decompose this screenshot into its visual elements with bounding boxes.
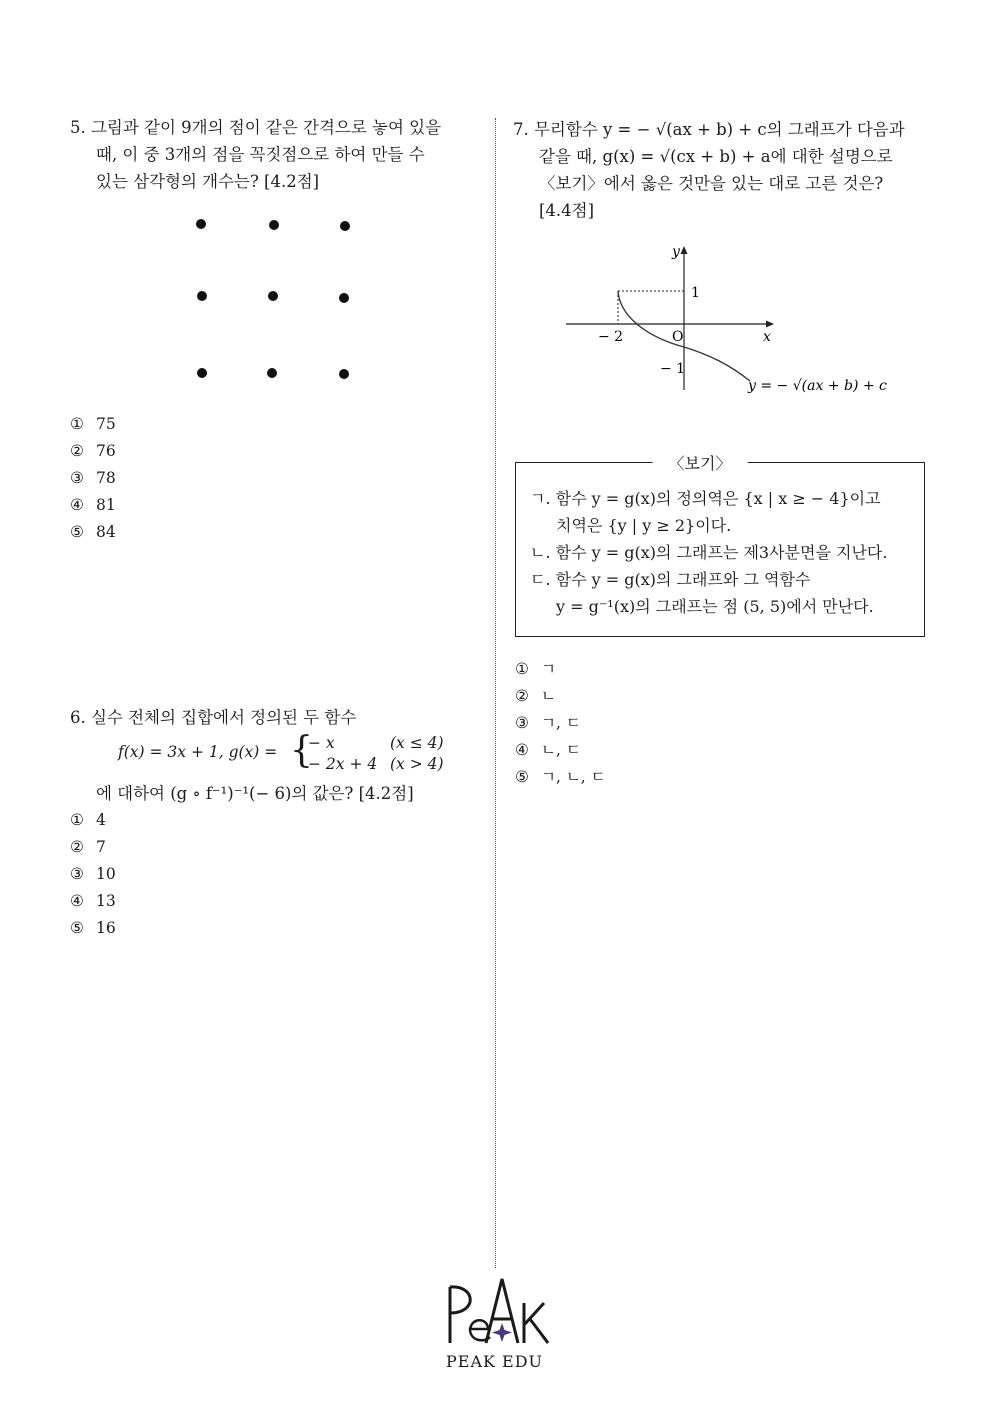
bogi-line: ㄴ. 함수 y = g(x)의 그래프는 제3사분면을 지난다. — [530, 543, 888, 562]
question-5-line-3: 있는 삼각형의 개수는? [4.2점] — [96, 172, 320, 191]
radical-function-graph — [560, 240, 890, 400]
star-icon — [492, 1323, 512, 1342]
question-7-line-3: 〈보기〉에서 옳은 것만을 있는 대로 고른 것은? — [539, 174, 884, 193]
question-6-tail — [70, 780, 414, 807]
grid-dot — [339, 369, 349, 379]
bogi-statements — [530, 485, 887, 620]
bogi-line: 치역은 {y | y ≥ 2}이다. — [556, 516, 732, 535]
choice-2[interactable]: ② 76 — [70, 442, 116, 460]
peak-edu-label: PEAK EDU — [446, 1352, 544, 1371]
case-2-expression: − 2x + 4 — [308, 755, 378, 773]
choice-3[interactable]: ③ 10 — [70, 865, 116, 883]
question-7-line-2: 같을 때, g(x) = √(cx + b) + a에 대한 설명으로 — [539, 147, 893, 166]
choice-4[interactable]: ④ ㄴ, ㄷ — [515, 741, 581, 759]
bogi-line: ㄱ. 함수 y = g(x)의 정의역은 {x | x ≥ − 4}이고 — [530, 489, 881, 508]
choice-1[interactable]: ① 75 — [70, 415, 116, 433]
grid-dot — [269, 220, 279, 230]
choice-5[interactable]: ⑤ ㄱ, ㄴ, ㄷ — [515, 768, 606, 786]
nine-dot-grid — [185, 210, 365, 390]
choice-4[interactable]: ④ 13 — [70, 892, 116, 910]
origin-label: O — [672, 329, 684, 345]
question-5 — [70, 114, 441, 195]
choice-3[interactable]: ③ ㄱ, ㄷ — [515, 714, 581, 732]
question-5-choices — [70, 411, 116, 546]
question-7 — [513, 116, 905, 224]
choice-3[interactable]: ③ 78 — [70, 469, 116, 487]
grid-dot — [197, 368, 207, 378]
choice-5[interactable]: ⑤ 16 — [70, 919, 116, 937]
bogi-line: y = g⁻¹(x)의 그래프는 점 (5, 5)에서 만난다. — [556, 597, 874, 616]
function-definitions: f(x) = 3x + 1, g(x) = — [118, 743, 278, 761]
case-1-condition: (x ≤ 4) — [390, 734, 444, 752]
y-axis-arrow — [681, 246, 688, 254]
choice-1[interactable]: ① 4 — [70, 811, 106, 829]
piecewise-brace: { — [290, 730, 313, 771]
choice-2[interactable]: ② 7 — [70, 838, 106, 856]
grid-dot — [268, 291, 278, 301]
grid-dot — [197, 291, 207, 301]
grid-dot — [267, 368, 277, 378]
x-axis-label: x — [763, 329, 771, 345]
y-axis-label: y — [672, 244, 680, 260]
x-axis-arrow — [766, 321, 774, 328]
bogi-title: 〈보기〉 — [653, 451, 748, 474]
choice-2[interactable]: ② ㄴ — [515, 687, 556, 705]
question-5-line-1: 5. 그림과 같이 9개의 점이 같은 간격으로 놓여 있을 — [70, 118, 442, 137]
question-7-choices — [515, 656, 606, 791]
question-6-choices — [70, 807, 116, 942]
choice-4[interactable]: ④ 81 — [70, 496, 116, 514]
case-2-condition: (x > 4) — [390, 755, 444, 773]
question-6-formula — [118, 730, 458, 776]
question-6-line-3: 에 대하여 (g ∘ f⁻¹)⁻¹(− 6)의 값은? [4.2점] — [96, 784, 414, 803]
tick-x-label: − 2 — [598, 329, 624, 345]
curve-label: y = − √(ax + b) + c — [748, 378, 887, 394]
tick-y-neg-label: − 1 — [660, 361, 686, 377]
choice-5[interactable]: ⑤ 84 — [70, 523, 116, 541]
grid-dot — [339, 293, 349, 303]
column-divider — [495, 118, 496, 1268]
question-6 — [70, 704, 356, 731]
question-6-line-1: 6. 실수 전체의 집합에서 정의된 두 함수 — [70, 708, 357, 727]
tick-y-pos-label: 1 — [691, 285, 700, 301]
choice-1[interactable]: ① ㄱ — [515, 660, 556, 678]
question-7-line-1: 7. 무리함수 y = − √(ax + b) + c의 그래프가 다음과 — [513, 120, 905, 139]
grid-dot — [196, 219, 206, 229]
case-1-expression: − x — [308, 734, 335, 752]
bogi-line: ㄷ. 함수 y = g(x)의 그래프와 그 역함수 — [530, 570, 811, 589]
question-5-line-2: 때, 이 중 3개의 점을 꼭짓점으로 하여 만들 수 — [96, 145, 425, 164]
question-7-line-4: [4.4점] — [539, 201, 595, 220]
grid-dot — [340, 221, 350, 231]
